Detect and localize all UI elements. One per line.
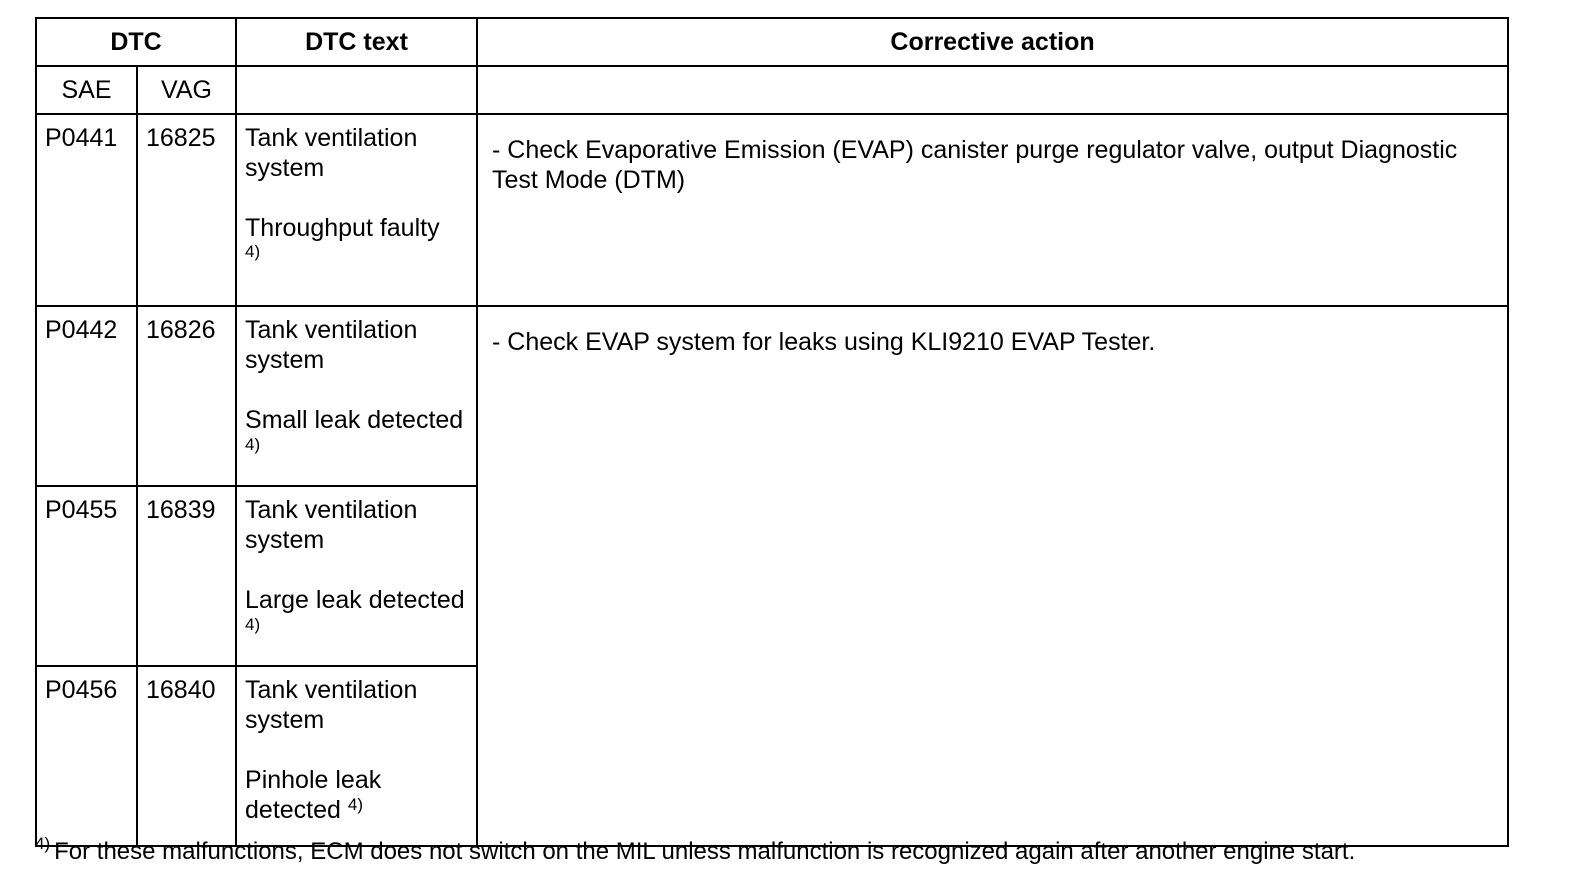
subheader-sae: SAE (36, 66, 137, 114)
subheader-vag: VAG (137, 66, 236, 114)
vag-code: 16825 (137, 114, 236, 306)
dtc-text-cell (236, 666, 477, 846)
footnote-ref: 4) (245, 242, 261, 261)
footnote-ref: 4) (245, 435, 261, 454)
footnote-text: For these malfunctions, ECM does not switch on the MIL unless malfunction is recognized again after another engine start. (54, 838, 1356, 865)
subheader-row (36, 66, 1508, 114)
dtc-text-line1: Tank ventilation system (245, 316, 418, 374)
dtc-text-detail: Throughput faulty (245, 214, 440, 242)
vag-code: 16840 (137, 666, 236, 846)
dtc-text-detail: Large leak detected (245, 586, 465, 614)
sae-code: P0441 (36, 114, 137, 306)
footnote-ref: 4) (245, 615, 261, 634)
dtc-text-line1: Tank ventilation system (245, 676, 418, 734)
subheader-empty (236, 66, 477, 114)
corrective-action-cell: - Check Evaporative Emission (EVAP) canister purge regulator valve, output Diagnostic Test Mode (DTM) (477, 114, 1508, 306)
header-corrective-action: Corrective action (477, 18, 1508, 66)
dtc-text-line2 (245, 405, 468, 465)
footnote-ref: 4) (347, 795, 364, 814)
dtc-text-line1: Tank ventilation system (245, 124, 418, 182)
dtc-text-line2 (245, 585, 468, 645)
vag-code: 16826 (137, 306, 236, 486)
dtc-text-detail: Small leak detected (245, 406, 464, 434)
dtc-text-cell (236, 306, 477, 486)
subheader-empty (477, 66, 1508, 114)
footnote-marker: 4) (35, 834, 51, 853)
dtc-text-line1: Tank ventilation system (245, 496, 418, 554)
header-row (36, 18, 1508, 66)
dtc-text-line2 (245, 213, 468, 260)
table-row (36, 114, 1508, 306)
dtc-text-detail: Pinhole leak detected (245, 766, 382, 824)
dtc-text-cell (236, 114, 477, 306)
header-dtc-text: DTC text (236, 18, 477, 66)
sae-code: P0456 (36, 666, 137, 846)
header-dtc: DTC (36, 18, 236, 66)
sae-code: P0455 (36, 486, 137, 666)
dtc-text-cell (236, 486, 477, 666)
sae-code: P0442 (36, 306, 137, 486)
dtc-text-line2 (245, 765, 468, 825)
vag-code: 16839 (137, 486, 236, 666)
dtc-table (35, 17, 1509, 847)
table-row (36, 306, 1508, 486)
corrective-action-cell: - Check EVAP system for leaks using KLI9210 EVAP Tester. (477, 306, 1508, 846)
footnote (35, 834, 1356, 866)
